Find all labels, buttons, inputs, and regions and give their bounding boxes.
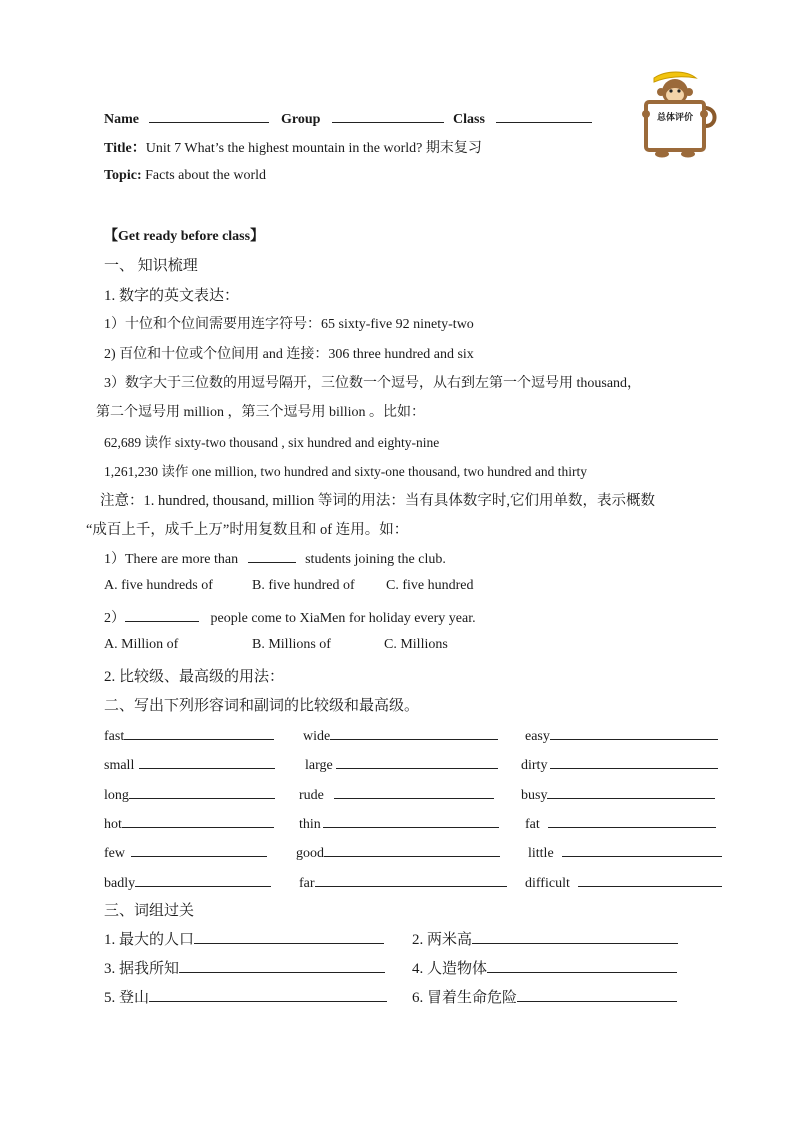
word-hot: hot: [104, 813, 274, 833]
question-2-after: people come to XiaMen for holiday every year.: [210, 611, 476, 626]
example-2: 1,261,230 读作 one million, two hundred and sixty-one thousand, two hundred and thirty: [104, 464, 587, 479]
word-badly: badly: [104, 872, 271, 892]
answer-blank[interactable]: [324, 842, 500, 857]
question-2-option-a[interactable]: A. Million of: [104, 637, 179, 652]
name-blank[interactable]: [149, 108, 269, 123]
topic-value: Facts about the world: [145, 168, 267, 183]
answer-blank[interactable]: [550, 725, 718, 740]
word-good: good: [296, 842, 500, 862]
word-fast: fast: [104, 725, 274, 745]
part3-heading: 三、词组过关: [104, 903, 195, 919]
phrase-2: 2. 两米高: [412, 928, 678, 949]
answer-blank[interactable]: [139, 754, 275, 769]
title-value: Unit 7 What’s the highest mountain in the world? 期末复习: [145, 141, 482, 156]
answer-blank[interactable]: [122, 813, 274, 828]
answer-blank[interactable]: [315, 872, 507, 887]
question-1-option-c[interactable]: C. five hundred: [386, 578, 474, 593]
phrase-1: 1. 最大的人口: [104, 928, 384, 949]
title-line: [104, 137, 482, 157]
answer-blank[interactable]: [578, 872, 722, 887]
answer-blank[interactable]: [131, 842, 267, 857]
phrase-answer-blank[interactable]: [149, 987, 387, 1002]
word-fat: fat: [525, 813, 716, 833]
topic-line: [104, 168, 266, 184]
rule-1: 1）十位和个位间需要用连字符号：65 sixty-five 92 ninety-two: [104, 317, 474, 332]
group-label: Group: [281, 112, 321, 127]
word-few: few: [104, 842, 267, 862]
word-difficult: difficult: [525, 872, 722, 892]
phrase-answer-blank[interactable]: [487, 958, 677, 973]
word-dirty: dirty: [521, 754, 718, 774]
answer-blank[interactable]: [336, 754, 498, 769]
part2-heading: 二、写出下列形容词和副词的比较级和最高级。: [104, 698, 420, 714]
word-long: long: [104, 784, 275, 804]
section-get-ready: 【Get ready before class】: [104, 229, 265, 244]
question-2-blank[interactable]: [125, 607, 199, 622]
word-little: little: [528, 842, 722, 862]
question-1: [104, 548, 446, 568]
badge-text: 总体评价: [656, 113, 694, 123]
question-2: [104, 607, 476, 627]
answer-blank[interactable]: [547, 784, 715, 799]
phrase-6: 6. 冒着生命危险: [412, 986, 677, 1007]
question-1-option-a[interactable]: A. five hundreds of: [104, 578, 213, 593]
phrase-5: 5. 登山: [104, 986, 387, 1007]
word-busy: busy: [521, 784, 715, 804]
title-label: Title：: [104, 141, 146, 156]
phrase-4: 4. 人造物体: [412, 957, 677, 978]
word-large: large: [305, 754, 498, 774]
word-thin: thin: [299, 813, 499, 833]
question-1-before: 1）There are more than: [104, 552, 239, 567]
rule-3a: 3）数字大于三位数的用逗号隔开，三位数一个逗号，从右到左第一个逗号用 thousand，: [104, 376, 642, 391]
rule-2: 2) 百位和十位或个位间用 and 连接：306 three hundred and six: [104, 347, 474, 362]
phrase-3: 3. 据我所知: [104, 957, 385, 978]
word-far: far: [299, 872, 507, 892]
note-line-b: “成百上千，成千上万”时用复数且和 of 连用。如：: [86, 522, 409, 538]
phrase-answer-blank[interactable]: [179, 958, 385, 973]
answer-blank[interactable]: [129, 784, 275, 799]
part1-heading: 一、 知识梳理: [104, 258, 198, 274]
class-blank[interactable]: [496, 108, 592, 123]
question-2-option-c[interactable]: C. Millions: [384, 637, 448, 652]
class-label: Class: [453, 112, 485, 127]
answer-blank[interactable]: [330, 725, 498, 740]
item1-heading: 1. 数字的英文表达：: [104, 288, 240, 304]
word-wide: wide: [303, 725, 498, 745]
evaluation-badge-illustration: [632, 68, 718, 160]
answer-blank[interactable]: [334, 784, 494, 799]
question-2-option-b[interactable]: B. Millions of: [252, 637, 331, 652]
answer-blank[interactable]: [323, 813, 499, 828]
group-blank[interactable]: [332, 108, 444, 123]
word-easy: easy: [525, 725, 718, 745]
question-1-blank[interactable]: [248, 548, 296, 563]
question-1-after: students joining the club.: [305, 552, 446, 567]
phrase-answer-blank[interactable]: [472, 929, 678, 944]
phrase-answer-blank[interactable]: [194, 929, 384, 944]
phrase-answer-blank[interactable]: [517, 987, 677, 1002]
example-1: 62,689 读作 sixty-two thousand , six hundred and eighty-nine: [104, 435, 440, 450]
question-2-before: 2）: [104, 611, 125, 626]
answer-blank[interactable]: [124, 725, 274, 740]
answer-blank[interactable]: [548, 813, 716, 828]
answer-blank[interactable]: [135, 872, 271, 887]
answer-blank[interactable]: [550, 754, 718, 769]
note-line-a: 注意：1. hundred, thousand, million 等词的用法：当有具体数字时,它们用单数，表示概数: [100, 493, 656, 509]
item2-heading: 2. 比较级、最高级的用法：: [104, 669, 285, 685]
question-1-option-b[interactable]: B. five hundred of: [252, 578, 355, 593]
name-label: Name: [104, 112, 139, 127]
answer-blank[interactable]: [562, 842, 722, 857]
topic-label: Topic:: [104, 168, 142, 183]
word-small: small: [104, 754, 275, 774]
rule-3b: 第二个逗号用 million ，第三个逗号用 billion 。比如：: [96, 405, 426, 420]
word-rude: rude: [299, 784, 494, 804]
